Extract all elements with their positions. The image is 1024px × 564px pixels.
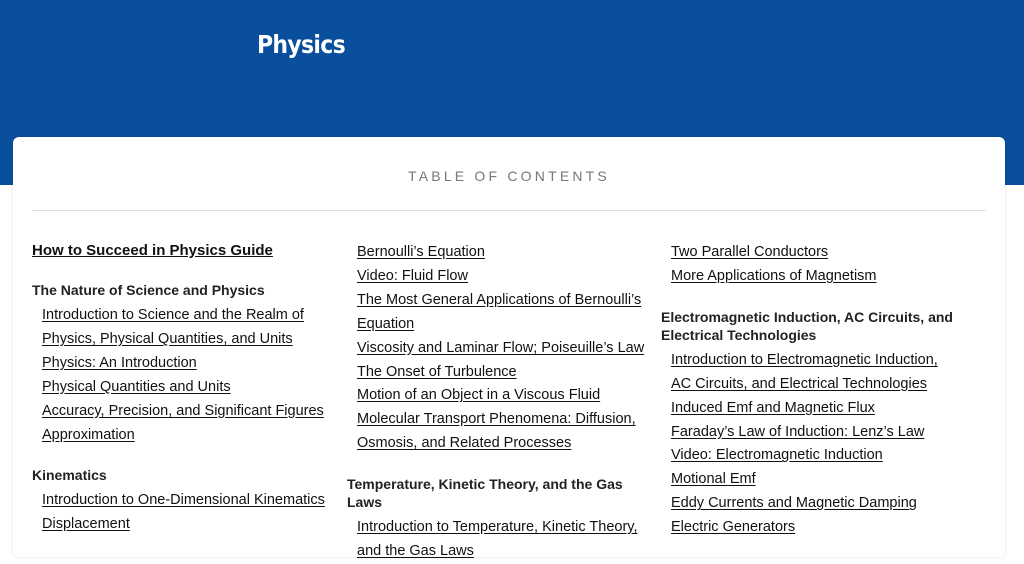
toc-divider bbox=[32, 210, 986, 211]
list-item bbox=[357, 361, 647, 385]
list-item bbox=[357, 265, 647, 289]
chapter-link[interactable]: Approximation bbox=[42, 426, 135, 443]
table-of-contents-card bbox=[13, 137, 1005, 560]
list-item bbox=[357, 241, 647, 265]
chapter-link[interactable]: Physical Quantities and Units bbox=[42, 378, 231, 395]
chapter-link[interactable]: Introduction to Science and the Realm of Physics, Physical Quantities, and Units bbox=[42, 307, 304, 347]
chapter-link[interactable]: Accuracy, Precision, and Significant Figures bbox=[42, 402, 324, 419]
list-item bbox=[357, 408, 647, 456]
toc-column-1 bbox=[32, 241, 332, 537]
chapter-link[interactable]: Video: Fluid Flow bbox=[357, 267, 468, 284]
continued-items bbox=[661, 241, 961, 289]
list-item bbox=[42, 489, 332, 513]
list-item bbox=[671, 444, 961, 468]
list-item bbox=[671, 421, 961, 445]
list-item bbox=[671, 241, 961, 265]
chapter-link[interactable]: The Onset of Turbulence bbox=[357, 363, 517, 380]
continued-items bbox=[347, 241, 647, 456]
toc-column-3 bbox=[661, 241, 961, 540]
toc-heading: TABLE OF CONTENTS bbox=[408, 168, 610, 184]
list-item bbox=[357, 516, 647, 564]
toc-section bbox=[661, 308, 961, 540]
chapter-link[interactable]: Physics: An Introduction bbox=[42, 354, 197, 371]
section-items bbox=[32, 304, 332, 447]
list-item bbox=[671, 397, 961, 421]
chapter-link[interactable]: Introduction to Electromagnetic Induction, AC Circuits, and Electrical Technologies bbox=[671, 351, 938, 392]
section-title: The Nature of Science and Physics bbox=[32, 282, 265, 298]
toc-column-2 bbox=[347, 241, 647, 564]
section-title: Kinematics bbox=[32, 467, 107, 484]
list-item bbox=[357, 337, 647, 361]
chapter-link[interactable]: Introduction to One-Dimensional Kinematics bbox=[42, 492, 325, 509]
chapter-link[interactable]: Induced Emf and Magnetic Flux bbox=[671, 399, 875, 416]
list-item bbox=[671, 516, 961, 540]
list-item bbox=[357, 289, 647, 337]
chapter-link[interactable]: Displacement bbox=[42, 516, 130, 533]
toc-section bbox=[32, 281, 332, 447]
chapter-link[interactable]: Motion of an Object in a Viscous Fluid bbox=[357, 387, 601, 404]
chapter-link[interactable]: Viscosity and Laminar Flow; Poiseuille’s Law bbox=[357, 339, 645, 356]
section-title: Temperature, Kinetic Theory, and the Gas Laws bbox=[347, 476, 623, 511]
list-item bbox=[671, 265, 961, 289]
guide-link[interactable]: How to Succeed in Physics Guide bbox=[32, 242, 273, 259]
chapter-link[interactable]: More Applications of Magnetism bbox=[671, 267, 877, 284]
chapter-link[interactable]: Two Parallel Conductors bbox=[671, 244, 829, 260]
chapter-link[interactable]: The Most General Applications of Bernoulli’s Equation bbox=[357, 291, 642, 332]
section-items bbox=[32, 489, 332, 537]
list-item bbox=[357, 384, 647, 408]
list-item bbox=[42, 304, 332, 352]
chapter-link[interactable]: Video: Electromagnetic Induction bbox=[671, 447, 883, 464]
chapter-link[interactable]: Bernoulli’s Equation bbox=[357, 244, 485, 260]
section-items bbox=[661, 349, 961, 540]
chapter-link[interactable]: Motional Emf bbox=[671, 471, 756, 488]
toc-section bbox=[32, 466, 332, 537]
list-item bbox=[42, 400, 332, 424]
list-item bbox=[671, 349, 961, 397]
list-item bbox=[42, 352, 332, 376]
toc-section bbox=[347, 475, 647, 564]
list-item bbox=[671, 492, 961, 516]
page-title: Physics bbox=[257, 30, 345, 59]
chapter-link[interactable]: Eddy Currents and Magnetic Damping bbox=[671, 495, 917, 512]
chapter-link[interactable]: Electric Generators bbox=[671, 519, 796, 536]
chapter-link[interactable]: Faraday’s Law of Induction: Lenz’s Law bbox=[671, 423, 925, 440]
list-item bbox=[671, 468, 961, 492]
list-item bbox=[42, 424, 332, 448]
chapter-link[interactable]: Molecular Transport Phenomena: Diffusion, Osmosis, and Related Processes bbox=[357, 411, 636, 452]
chapter-link[interactable]: Introduction to Temperature, Kinetic Theory, and the Gas Laws bbox=[357, 519, 638, 560]
list-item bbox=[42, 376, 332, 400]
section-title: Electromagnetic Induction, AC Circuits, and Electrical Technologies bbox=[661, 308, 953, 343]
section-items bbox=[347, 516, 647, 564]
